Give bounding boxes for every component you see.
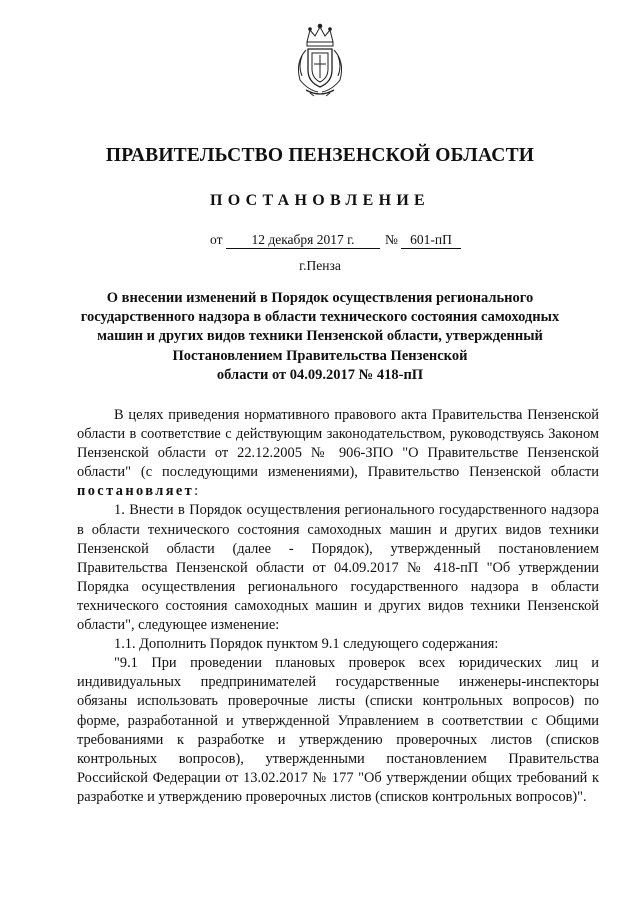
date-prefix: от [210,232,223,247]
clause-9-1-paragraph: "9.1 При проведении плановых проверок всех юридических лиц и индивидуальных предпринимателей государственные инженеры-инспекторы обязаны использовать проверочные листы (списки контрольных вопросов) по форме, разработанной и утвержденной Управлением в соответствии с Общими требованиями к разработке и утверждению проверочных листов (списков контрольных вопросов), утвержденными постановлением Правительства Российской Федерации от 13.02.2017 № 177 "Об утверждении общих требований к разработке и утверждению проверочных листов (списков контрольных вопросов)". [77,655,599,805]
number-prefix: № [385,232,398,247]
resolves-keyword: постановляет [77,483,195,500]
document-subject [70,289,570,385]
document-type: ПОСТАНОВЛЕНИЕ [209,192,431,209]
subject-line: машин и других видов техники Пензенской области, утвержденный [97,328,543,345]
clause-1-paragraph: 1. Внести в Порядок осуществления регионального государственного надзора в области технического состояния самоходных машин и других видов техники Пензенской области (далее - Порядок), утвержденный постановлением Правительства Пензенской области от 04.09.2017 № 418-пП "Об утверждении Порядка осуществления регионального государственного надзора в области технического состояния самоходных машин и других видов техники Пензенской области", следующее изменение: [77,502,599,634]
preamble-end: : [194,483,199,500]
document-date: 12 декабря 2017 г. [226,232,380,249]
subject-line: Постановлением Правительства Пензенской [172,347,468,364]
subject-line: О внесении изменений в Порядок осуществления регионального [106,290,534,306]
date-number-line [0,232,640,252]
subject-line: области от 04.09.2017 № 418-пП [216,366,424,383]
document-body [77,406,599,807]
clause-1-1-paragraph: 1.1. Дополнить Порядок пунктом 9.1 следующего содержания: [114,636,499,653]
coat-of-arms-icon [290,22,350,98]
document-number: 601-пП [401,232,461,249]
subject-line: государственного надзора в области технического состояния самоходных [80,309,560,326]
preamble-paragraph [77,406,599,501]
city: г.Пенза [299,258,341,273]
org-title: ПРАВИТЕЛЬСТВО ПЕНЗЕНСКОЙ ОБЛАСТИ [105,145,535,166]
preamble-text: В целях приведения нормативного правового акта Правительства Пензенской области в соответствие с действующим законодательством, руководствуясь Законом Пензенской области от 22.12.2005 № 906-ЗПО "О Правительстве Пензенской области" (с последующими изменениями), Правительство Пензенской области [77,407,599,481]
